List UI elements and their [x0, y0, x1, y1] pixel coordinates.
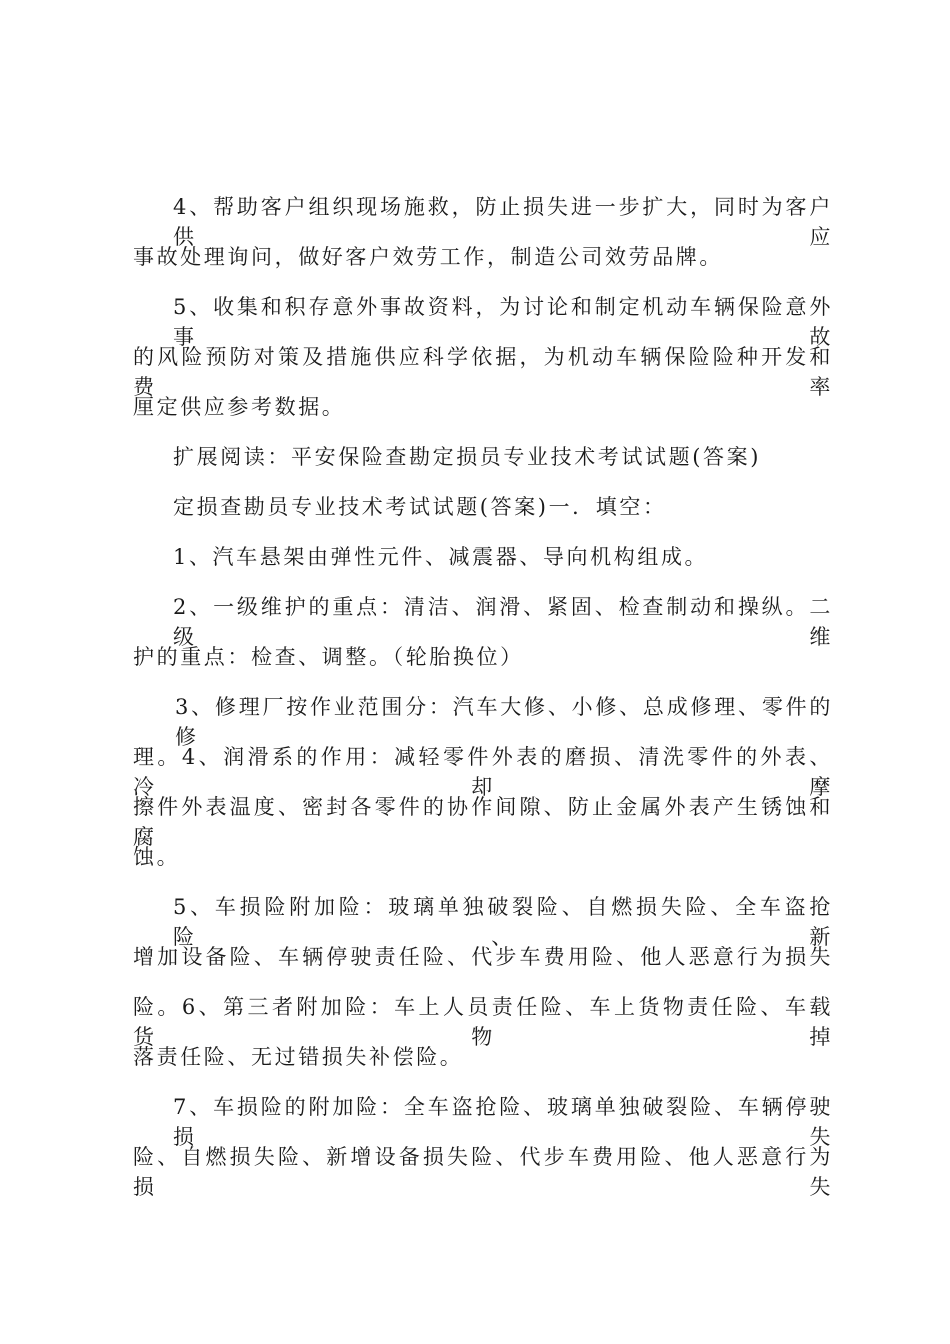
paragraph-line: 扩展阅读：平安保险查勘定损员专业技术考试试题(答案) — [173, 445, 761, 469]
paragraph-line: 落责任险、无过错损失补偿险。 — [133, 1045, 464, 1069]
paragraph-line: 3、修理厂按作业范围分：汽车大修、小修、总成修理、零件的修 — [175, 695, 833, 749]
paragraph-line: 7、车损险的附加险：全车盗抢险、玻璃单独破裂险、车辆停驶损失 — [173, 1095, 833, 1149]
paragraph-line: 厘定供应参考数据。 — [133, 395, 346, 419]
paragraph-line: 蚀。 — [133, 845, 181, 869]
paragraph-line: 擦件外表温度、密封各零件的协作间隙、防止金属外表产生锈蚀和腐 — [133, 795, 833, 849]
paragraph-line: 4、帮助客户组织现场施救，防止损失进一步扩大，同时为客户供应 — [173, 195, 833, 249]
paragraph-line: 定损查勘员专业技术考试试题(答案)一．填空： — [173, 495, 667, 519]
paragraph-line: 5、车损险附加险：玻璃单独破裂险、自燃损失险、全车盗抢险、新 — [173, 895, 833, 949]
paragraph-line: 增加设备险、车辆停驶责任险、代步车费用险、他人恶意行为损失 — [133, 945, 833, 969]
paragraph-line: 的风险预防对策及措施供应科学依据，为机动车辆保险险种开发和费率 — [133, 345, 833, 399]
paragraph-line: 理。4、润滑系的作用：减轻零件外表的磨损、清洗零件的外表、冷却摩 — [133, 745, 833, 799]
paragraph-line: 5、收集和积存意外事故资料，为讨论和制定机动车辆保险意外事故 — [173, 295, 833, 349]
paragraph-line: 事故处理询问，做好客户效劳工作，制造公司效劳品牌。 — [133, 245, 723, 269]
paragraph-line: 护的重点：检查、调整。（轮胎换位） — [133, 645, 524, 669]
paragraph-line: 1、汽车悬架由弹性元件、减震器、导向机构组成。 — [173, 545, 709, 569]
paragraph-line: 险。6、第三者附加险：车上人员责任险、车上货物责任险、车载货物掉 — [133, 995, 833, 1049]
paragraph-line: 险、自燃损失险、新增设备损失险、代步车费用险、他人恶意行为损失 — [133, 1145, 833, 1199]
paragraph-line: 2、一级维护的重点：清洁、润滑、紧固、检查制动和操纵。二级维 — [173, 595, 833, 649]
